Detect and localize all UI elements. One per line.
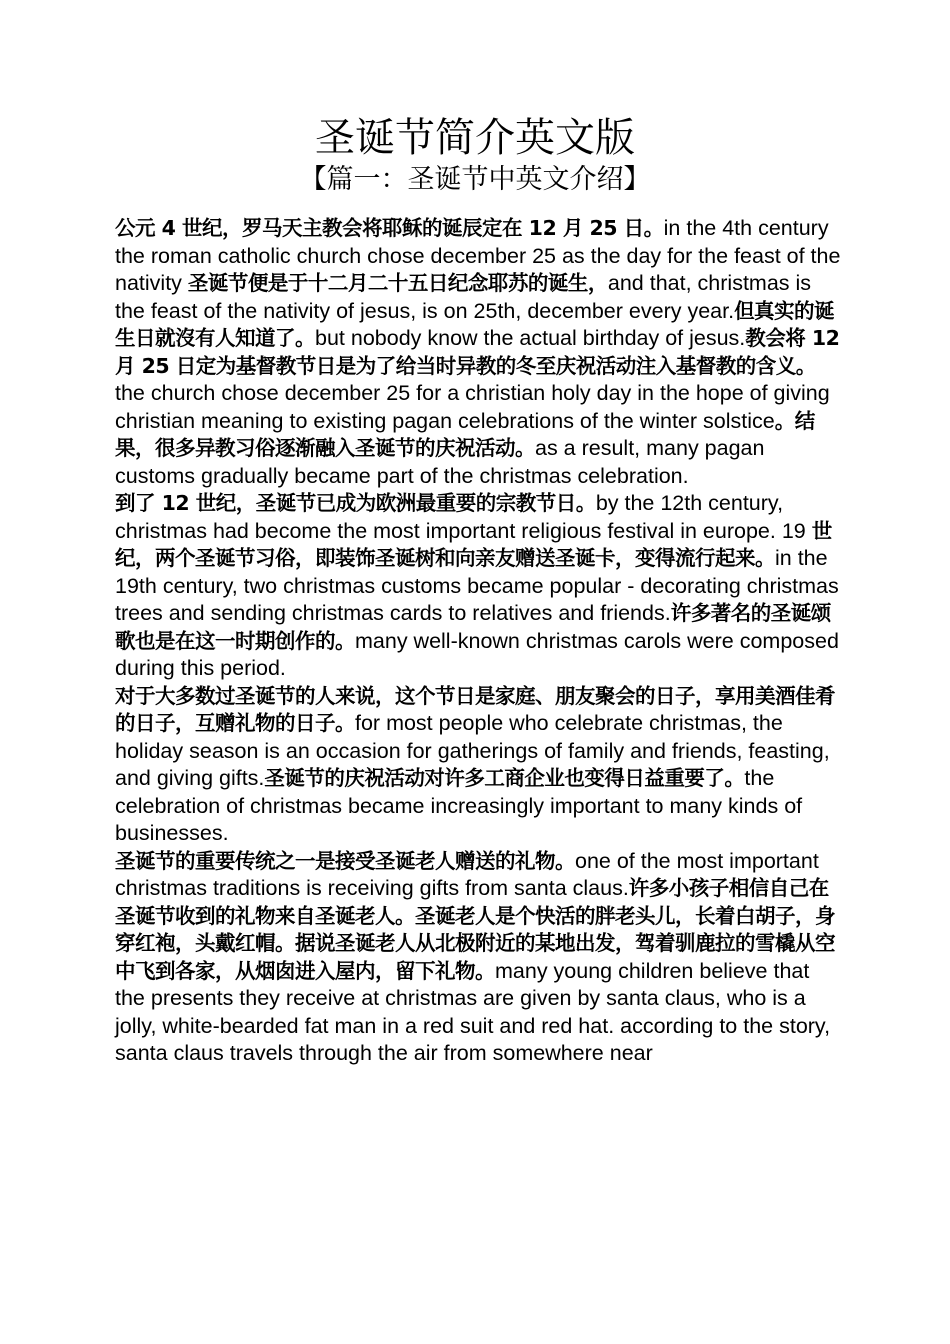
paragraph-text-en: in the 4th century the roman catholic church chose december 25 as the day for the feast of the nativity xyxy=(115,216,841,295)
paragraph-text-en: and that, christmas is the feast of the nativity of jesus, is on 25th, december every year. xyxy=(115,271,812,323)
paragraph-text-en: in the 19th century, two christmas customs became popular - decorating christmas trees and sending christmas cards to relatives and friends. xyxy=(115,546,839,625)
paragraph-text-en: as a result, many pagan customs gradually became part of the christmas celebration. xyxy=(115,436,765,488)
paragraph-text-en: one of the most important christmas traditions is receiving gifts from santa claus. xyxy=(115,848,819,900)
document-title: 圣诞节简介英文版 xyxy=(315,115,635,161)
document-subtitle: 【篇一：圣诞节中英文介绍】 xyxy=(299,164,651,195)
paragraph-text-en: the church chose december 25 for a christian holy day in the hope of giving christian meaning to existing pagan celebrations of the winter solstice xyxy=(115,381,830,433)
paragraph-text-en: many well-known christmas carols were composed during this period. xyxy=(115,628,839,680)
paragraph-text-cn: 到了 12 世纪，圣诞节已成为欧洲最重要的宗教节日。 xyxy=(115,491,596,515)
paragraph-text-cn: 圣诞节便是于十二月二十五日纪念耶苏的诞生， xyxy=(187,271,608,295)
paragraph-text-en: for most people who celebrate christmas, the holiday season is an occasion for gatherings of family and friends, feasting, and giving gifts. xyxy=(115,711,830,790)
paragraph-text-en: the celebration of christmas became increasingly important to many kinds of businesses. xyxy=(115,766,803,845)
paragraph-text-cn: 圣诞节的庆祝活动对许多工商企业也变得日益重要了。 xyxy=(264,766,745,790)
paragraph-text-cn: 许多著名的圣诞颂歌也是在这一时期创作的。 xyxy=(115,601,831,653)
paragraph-text-cn: 圣诞节的重要传统之一是接受圣诞老人赠送的礼物。 xyxy=(115,848,575,873)
paragraph-text-en: but nobody know the actual birthday of jesus. xyxy=(315,326,746,350)
paragraph-2 xyxy=(115,490,845,683)
paragraph-text-cn: 。结果，很多异教习俗逐渐融入圣诞节的庆祝活动。 xyxy=(115,408,815,460)
paragraph-4 xyxy=(115,848,845,1068)
paragraph-text-cn: 世纪，两个圣诞节习俗，即装饰圣诞树和向亲友赠送圣诞卡，变得流行起来。 xyxy=(115,518,832,570)
paragraph-text-cn: 公元 4 世纪，罗马天主教会将耶稣的诞辰定在 12 月 25 日。 xyxy=(115,216,664,240)
paragraph-text-en: by the 12th century, christmas had become the most important religious festival in europe. 19 xyxy=(115,491,812,543)
document-body xyxy=(115,215,845,1068)
paragraph-text-cn: 对于大多数过圣诞节的人来说，这个节日是家庭、朋友聚会的日子，享用美酒佳肴的日子，互赠礼物的日子。 xyxy=(115,683,835,735)
paragraph-text-cn: 许多小孩子相信自己在圣诞节收到的礼物来自圣诞老人。圣诞老人是个快活的胖老头儿，长着白胡子，身穿红袍，头戴红帽。据说圣诞老人从北极附近的某地出发，驾着驯鹿拉的雪橇从空中飞到各家，从烟囱进入屋内，留下礼物。 xyxy=(115,876,835,983)
paragraph-text-cn: 教会将 12 月 25 日定为基督教节日是为了给当时异教的冬至庆祝活动注入基督教的含义。 xyxy=(115,326,840,378)
paragraph-1 xyxy=(115,215,845,490)
paragraph-text-cn: 但真实的诞生日就沒有人知道了。 xyxy=(115,298,835,350)
paragraph-3 xyxy=(115,683,845,848)
paragraph-text-en: many young children believe that the presents they receive at christmas are given by santa claus, who is a jolly, white-bearded fat man in a red suit and red hat. according to the story, santa claus travels through the air from somewhere near xyxy=(115,958,831,1065)
